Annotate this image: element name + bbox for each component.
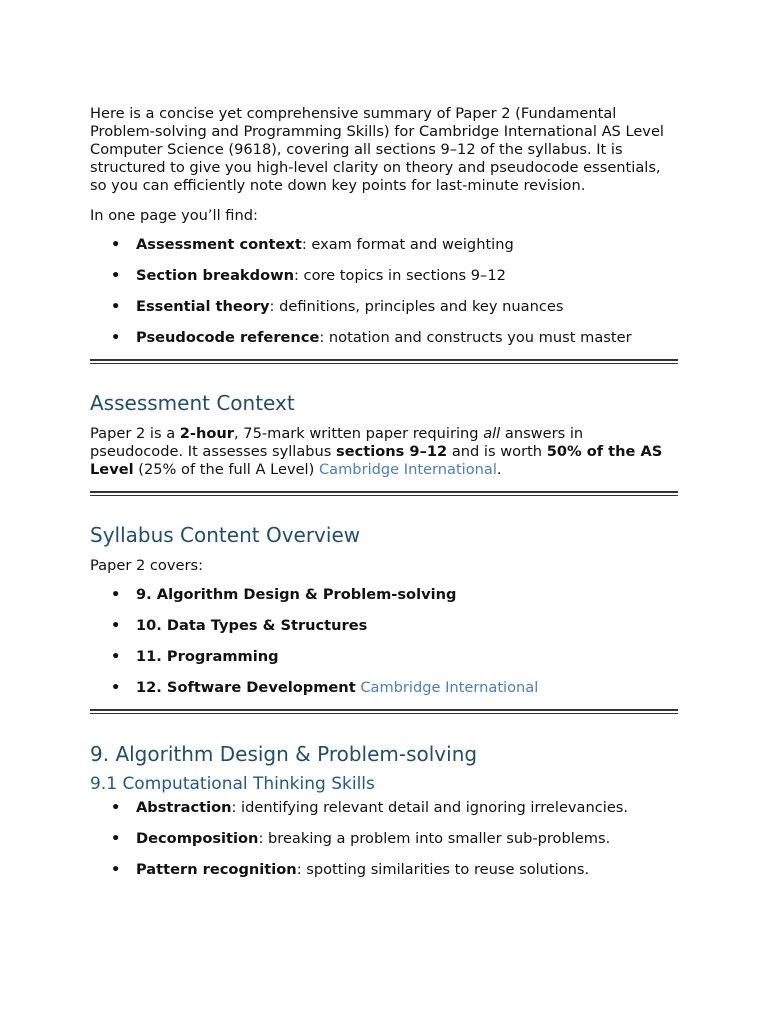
list-item <box>90 267 680 285</box>
assessment-text: and is worth <box>447 443 547 460</box>
list-item-desc: : spotting similarities to reuse solutions. <box>296 861 590 878</box>
syllabus-item-label: 9. Algorithm Design & Problem-solving <box>136 586 457 603</box>
list-item <box>90 861 680 879</box>
list-item-desc: : definitions, principles and key nuances <box>269 298 564 315</box>
syllabus-heading: Syllabus Content Overview <box>90 523 361 547</box>
algorithm-list <box>90 799 680 879</box>
assessment-text: (25% of the full A Level) <box>133 461 319 478</box>
assessment-text: . <box>496 461 502 478</box>
list-item <box>90 648 680 666</box>
assessment-text: answers in pseudocode. It assesses syllabus <box>90 425 584 460</box>
list-item <box>90 617 680 635</box>
syllabus-lead: Paper 2 covers: <box>90 557 203 574</box>
algorithm-subheading: 9.1 Computational Thinking Skills <box>90 774 375 794</box>
list-item-term: Essential theory <box>136 298 270 315</box>
list-item <box>90 586 680 604</box>
assessment-paragraph <box>90 425 680 479</box>
cambridge-link[interactable]: Cambridge International <box>360 679 539 696</box>
list-item-term: Pattern recognition <box>136 861 297 878</box>
list-item-term: Assessment context <box>136 236 302 253</box>
section-divider <box>90 491 678 496</box>
syllabus-item-label: 11. Programming <box>136 648 279 665</box>
list-item <box>90 679 680 697</box>
assessment-bold-duration: 2-hour <box>179 425 234 442</box>
assessment-bold-weight: 50% of the AS Level <box>90 443 663 478</box>
list-item-desc: : core topics in sections 9–12 <box>293 267 506 284</box>
list-item-desc: : notation and constructs you must master <box>319 329 632 346</box>
list-item <box>90 298 680 316</box>
list-item-term: Decomposition <box>136 830 259 847</box>
algorithm-heading: 9. Algorithm Design & Problem-solving <box>90 742 478 766</box>
syllabus-item-label: 12. Software Development <box>136 679 356 696</box>
assessment-italic-all: all <box>483 425 501 442</box>
syllabus-item-label: 10. Data Types & Structures <box>136 617 368 634</box>
section-divider <box>90 709 678 714</box>
list-item <box>90 799 680 817</box>
section-divider <box>90 359 678 364</box>
find-list <box>90 236 680 347</box>
find-lead: In one page you’ll find: <box>90 207 258 224</box>
list-item-desc: : exam format and weighting <box>301 236 514 253</box>
intro-paragraph: Here is a concise yet comprehensive summary of Paper 2 (Fundamental Problem-solving and Programming Skills) for Cambridge International AS Level Computer Science (9618), covering all sections 9–12 of the syllabus. It is structured to give you high-level clarity on theory and pseudocode essentials, so you can efficiently note down key points for last-minute revision. <box>90 105 664 194</box>
list-item-term: Abstraction <box>136 799 232 816</box>
list-item <box>90 236 680 254</box>
document-content <box>90 105 680 892</box>
list-item <box>90 830 680 848</box>
list-item-term: Section breakdown <box>136 267 294 284</box>
list-item-desc: : breaking a problem into smaller sub-problems. <box>258 830 611 847</box>
assessment-text: , 75-mark written paper requiring <box>234 425 484 442</box>
assessment-heading: Assessment Context <box>90 391 295 415</box>
assessment-bold-sections: sections 9–12 <box>336 443 448 460</box>
cambridge-link[interactable]: Cambridge International <box>318 461 497 478</box>
list-item-term: Pseudocode reference <box>136 329 320 346</box>
list-item-desc: : identifying relevant detail and ignoring irrelevancies. <box>231 799 629 816</box>
list-item <box>90 329 680 347</box>
syllabus-list <box>90 586 680 697</box>
assessment-text: Paper 2 is a <box>90 425 180 442</box>
